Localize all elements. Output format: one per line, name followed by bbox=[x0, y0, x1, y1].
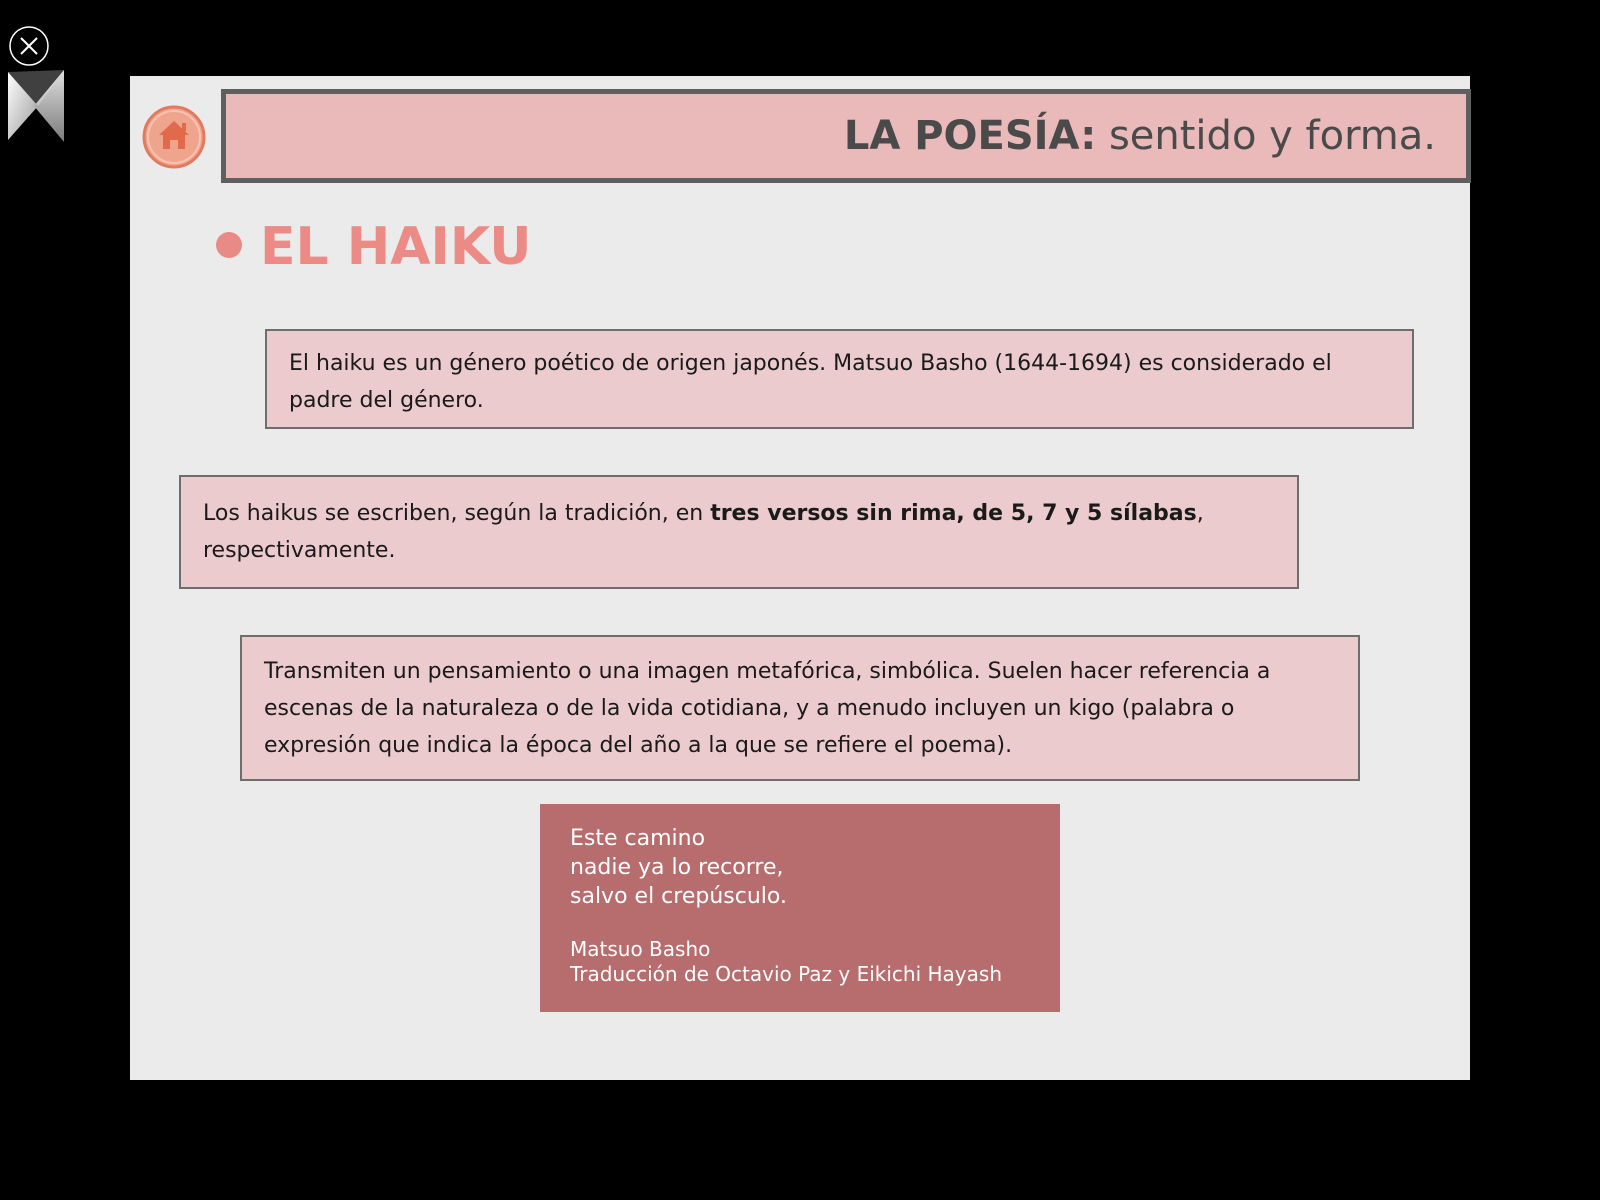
poem-line: Este camino bbox=[570, 826, 706, 851]
info-box-origin bbox=[265, 329, 1414, 429]
poem-translation: Traducción de Octavio Paz y Eikichi Hayash bbox=[570, 962, 1002, 986]
home-icon bbox=[142, 105, 206, 169]
info-box-themes-text: Transmiten un pensamiento o una imagen metafórica, simbólica. Suelen hacer referencia a escenas de la naturaleza o de la vida cotidiana, y a menudo incluyen un kigo (palabra o expresión que indica la época del año a la que se refiere el poema). bbox=[264, 659, 1271, 758]
page-title bbox=[844, 113, 1436, 159]
home-button[interactable] bbox=[142, 105, 206, 169]
title-strong: LA POESÍA: bbox=[843, 113, 1097, 159]
info-box-themes bbox=[240, 635, 1360, 781]
poem-lines bbox=[570, 824, 1030, 911]
poem-author: Matsuo Basho bbox=[570, 937, 711, 961]
title-rest: sentido y forma. bbox=[1096, 113, 1436, 159]
info-box-origin-text: El haiku es un género poético de origen japonés. Matsuo Basho (1644-1694) es considerado el padre del género. bbox=[289, 351, 1332, 413]
poem-box bbox=[540, 804, 1060, 1012]
close-viewer-button[interactable] bbox=[9, 26, 49, 66]
bullet-icon bbox=[216, 232, 242, 258]
slide bbox=[130, 76, 1470, 1080]
title-bar bbox=[221, 89, 1471, 183]
structure-text-after: , respectivamente. bbox=[203, 501, 1204, 563]
close-circle-icon bbox=[9, 26, 49, 66]
next-slide-icon bbox=[4, 66, 68, 146]
poem-line: nadie ya lo recorre, bbox=[570, 855, 784, 880]
info-box-structure bbox=[179, 475, 1299, 589]
structure-text-before: Los haikus se escriben, según la tradición, en bbox=[203, 501, 711, 526]
poem-line: salvo el crepúsculo. bbox=[570, 884, 787, 909]
section-heading: EL HAIKU bbox=[260, 217, 532, 277]
structure-text-bold: tres versos sin rima, de 5, 7 y 5 sílabas bbox=[710, 501, 1197, 526]
next-slide-button[interactable] bbox=[4, 66, 68, 146]
poem-credit bbox=[570, 937, 1030, 987]
